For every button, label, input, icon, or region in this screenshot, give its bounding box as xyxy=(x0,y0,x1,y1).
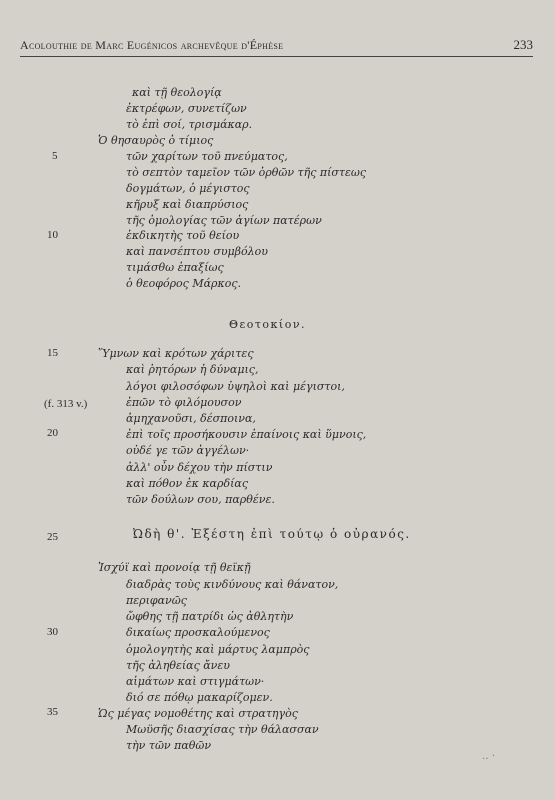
text-line: δικαίως προσκαλούμενος xyxy=(126,626,270,639)
text-line: τῆς ἀληθείας ἄνευ xyxy=(126,659,230,672)
text-line: ὁ θεοφόρος Μάρκος. xyxy=(126,277,241,290)
text-line: Μωϋσῆς διασχίσας τὴν θάλασσαν xyxy=(126,723,319,736)
line-number: 30 xyxy=(47,626,58,638)
text-line: ὁμολογητὴς καὶ μάρτυς λαμπρὸς xyxy=(126,643,310,656)
line-number: 35 xyxy=(47,706,58,718)
line-number: 20 xyxy=(47,427,58,439)
text-line: τὴν τῶν παθῶν xyxy=(126,739,212,752)
text-line: διό σε πόθῳ μακαρίζομεν. xyxy=(126,691,273,704)
text-line: ἐκτρέφων, συνετίζων xyxy=(126,102,247,115)
text-line: ἐπῶν τὸ φιλόμουσον xyxy=(126,396,242,409)
text-line: τῶν χαρίτων τοῦ πνεύματος, xyxy=(126,150,288,163)
text-line: καὶ πανσέπτου συμβόλου xyxy=(126,245,268,258)
text-line: κῆρυξ καὶ διαπρύσιος xyxy=(126,198,249,211)
text-line: ὤφθης τῇ πατρίδι ὡς ἀθλητὴν xyxy=(126,610,294,623)
text-line: Ἰσχύϊ καὶ προνοίᾳ τῇ θεϊκῇ xyxy=(98,561,251,574)
text-line: τῶν δούλων σου, παρθένε. xyxy=(126,493,275,506)
text-line: Ὕμνων καὶ κρότων χάριτες xyxy=(98,347,254,360)
text-line: ἀλλ' οὖν δέχου τὴν πίστιν xyxy=(126,461,273,474)
page-number: 233 xyxy=(513,37,533,52)
section-heading: Θεοτοκίον. xyxy=(229,318,307,331)
line-number: 5 xyxy=(52,150,58,162)
text-line: τὸ σεπτὸν ταμεῖον τῶν ὀρθῶν τῆς πίστεως xyxy=(126,166,367,179)
text-line: τῆς ὁμολογίας τῶν ἁγίων πατέρων xyxy=(126,214,322,227)
text-line: λόγοι φιλοσόφων ὑψηλοὶ καὶ μέγιστοι, xyxy=(126,380,345,393)
line-number: 25 xyxy=(47,531,58,543)
text-line: καὶ πόθον ἐκ καρδίας xyxy=(126,477,248,490)
text-line: Ὡς μέγας νομοθέτης καὶ στρατηγὸς xyxy=(98,707,298,720)
ode-heading: Ὠδὴ θ'. Ἐξέστη ἐπὶ τούτῳ ὁ οὐρανός. xyxy=(133,527,411,541)
text-line: τὸ ἐπὶ σοί, τρισμάκαρ. xyxy=(126,118,253,131)
running-header xyxy=(20,36,533,57)
text-line: οὐδέ γε τῶν ἀγγέλων· xyxy=(126,444,250,457)
text-line: δογμάτων, ὁ μέγιστος xyxy=(126,182,250,195)
text-line: αἱμάτων καὶ στιγμάτων· xyxy=(126,675,265,688)
text-line: καὶ ῥητόρων ἡ δύναμις, xyxy=(126,363,259,376)
line-number: 15 xyxy=(47,347,58,359)
text-line: ἐκδικητὴς τοῦ θείου xyxy=(126,229,240,242)
text-line: τιμάσθω ἐπαξίως xyxy=(126,261,224,274)
line-number: 10 xyxy=(47,229,58,241)
header-title: Acolouthie de Marc Eugénicos archevêque d'Éphèse xyxy=(20,38,284,52)
text-line: καὶ τῇ θεολογίᾳ xyxy=(132,86,222,99)
text-line: Ὁ θησαυρὸς ὁ τίμιος xyxy=(98,134,214,147)
folio-marker: (f. 313 v.) xyxy=(44,398,88,410)
text-line: διαδρὰς τοὺς κινδύνους καὶ θάνατον, xyxy=(126,578,339,591)
text-line: ἀμηχανοῦσι, δέσποινα, xyxy=(126,412,256,425)
text-line: ἐπὶ τοῖς προσήκουσιν ἐπαίνοις καὶ ὕμνοις, xyxy=(126,428,367,441)
scan-speck: ‥ · xyxy=(481,751,495,762)
text-line: περιφανῶς xyxy=(126,594,187,607)
